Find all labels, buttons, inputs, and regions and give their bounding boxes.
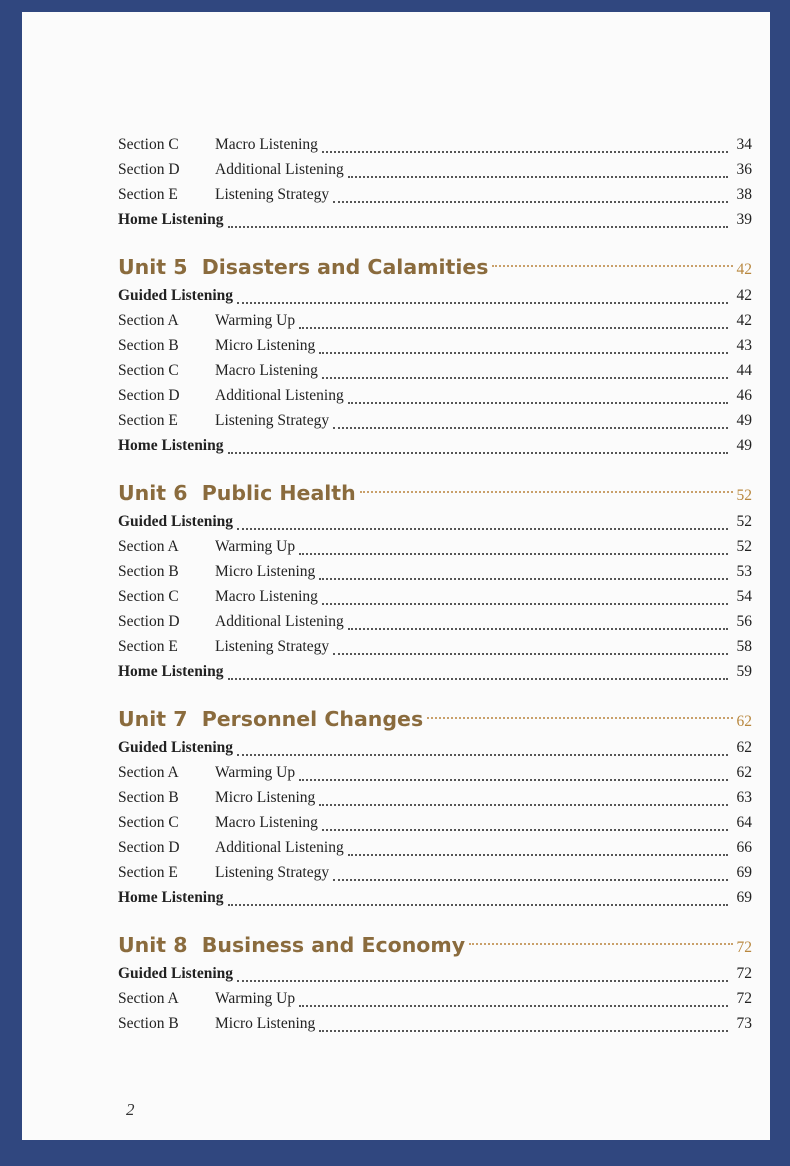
toc-entry: [118, 1015, 752, 1040]
toc-entry-page: 46: [736, 387, 752, 404]
dot-leader: [319, 1030, 728, 1032]
toc-entry-title: Home Listening: [118, 437, 224, 454]
toc-entry-section: Section D: [118, 613, 180, 630]
dot-leader: [228, 226, 729, 228]
toc-entry: [118, 613, 752, 638]
toc-entry-title: Listening Strategy: [215, 864, 330, 881]
dot-leader: [228, 904, 729, 906]
toc-entry: [118, 889, 752, 914]
toc-entry-section: Section B: [118, 337, 179, 354]
unit-page: 62: [736, 713, 752, 730]
toc-entry-page: 54: [736, 588, 752, 605]
toc-entry-section: Section D: [118, 839, 180, 856]
toc-entry: [118, 387, 752, 412]
dot-leader: [322, 377, 728, 379]
dot-leader: [299, 1005, 728, 1007]
unit-title: Unit 5 Disasters and Calamities: [118, 255, 489, 279]
toc-entry-section: Section B: [118, 789, 179, 806]
dot-leader: [237, 528, 728, 530]
toc-entry-page: 53: [736, 563, 752, 580]
dot-leader: [299, 779, 728, 781]
dot-leader: [469, 943, 732, 945]
dot-leader: [228, 678, 729, 680]
toc-entry-section: Section D: [118, 387, 180, 404]
unit-heading: [118, 255, 752, 287]
toc-entry-page: 72: [736, 965, 752, 982]
toc-entry: [118, 513, 752, 538]
unit-page: 52: [736, 487, 752, 504]
table-of-contents: [118, 136, 752, 1040]
toc-entry-section: Section E: [118, 186, 178, 203]
toc-entry: [118, 789, 752, 814]
dot-leader: [348, 176, 728, 178]
toc-entry-page: 49: [736, 437, 752, 454]
toc-entry: [118, 186, 752, 211]
toc-entry-page: 69: [736, 889, 752, 906]
toc-entry-page: 52: [736, 513, 752, 530]
toc-entry: [118, 538, 752, 563]
dot-leader: [319, 804, 728, 806]
toc-entry-page: 49: [736, 412, 752, 429]
dot-leader: [333, 879, 728, 881]
unit-title: Unit 7 Personnel Changes: [118, 707, 424, 731]
toc-entry: [118, 588, 752, 613]
toc-entry-page: 62: [736, 739, 752, 756]
toc-entry-section: Section E: [118, 638, 178, 655]
toc-entry-title: Warming Up: [215, 538, 296, 555]
toc-entry-page: 42: [736, 312, 752, 329]
toc-entry-title: Macro Listening: [215, 814, 318, 831]
toc-entry-title: Macro Listening: [215, 362, 318, 379]
toc-entry-title: Additional Listening: [215, 613, 344, 630]
unit-page: 72: [736, 939, 752, 956]
toc-entry-title: Macro Listening: [215, 136, 318, 153]
toc-entry-page: 72: [736, 990, 752, 1007]
toc-entry: [118, 663, 752, 688]
toc-entry: [118, 136, 752, 161]
unit-heading: [118, 481, 752, 513]
toc-entry-title: Warming Up: [215, 990, 296, 1007]
toc-entry-title: Additional Listening: [215, 387, 344, 404]
toc-entry: [118, 287, 752, 312]
toc-entry-page: 38: [736, 186, 752, 203]
toc-entry-title: Additional Listening: [215, 839, 344, 856]
toc-entry-section: Section A: [118, 764, 179, 781]
toc-entry-title: Warming Up: [215, 764, 296, 781]
dot-leader: [492, 265, 732, 267]
toc-entry-page: 34: [736, 136, 752, 153]
toc-entry-title: Guided Listening: [118, 739, 233, 756]
toc-entry-title: Additional Listening: [215, 161, 344, 178]
dot-leader: [333, 653, 728, 655]
toc-entry: [118, 337, 752, 362]
toc-entry: [118, 814, 752, 839]
toc-entry-page: 58: [736, 638, 752, 655]
toc-entry-title: Micro Listening: [215, 337, 316, 354]
dot-leader: [348, 628, 728, 630]
toc-entry-page: 59: [736, 663, 752, 680]
dot-leader: [319, 578, 728, 580]
toc-entry-title: Macro Listening: [215, 588, 318, 605]
book-page: [22, 12, 770, 1140]
unit-title: Unit 8 Business and Economy: [118, 933, 466, 957]
unit-page: 42: [736, 261, 752, 278]
toc-entry-title: Home Listening: [118, 211, 224, 228]
toc-entry-page: 43: [736, 337, 752, 354]
toc-entry-section: Section C: [118, 814, 179, 831]
toc-entry-section: Section C: [118, 136, 179, 153]
toc-entry-title: Micro Listening: [215, 789, 316, 806]
toc-entry: [118, 161, 752, 186]
toc-entry-page: 64: [736, 814, 752, 831]
toc-entry: [118, 211, 752, 236]
toc-entry: [118, 312, 752, 337]
toc-entry-title: Micro Listening: [215, 563, 316, 580]
toc-entry-section: Section B: [118, 563, 179, 580]
toc-entry-title: Listening Strategy: [215, 638, 330, 655]
toc-entry-title: Listening Strategy: [215, 186, 330, 203]
toc-entry-page: 42: [736, 287, 752, 304]
toc-entry: [118, 864, 752, 889]
toc-entry: [118, 764, 752, 789]
dot-leader: [237, 302, 728, 304]
unit-heading: [118, 933, 752, 965]
toc-entry-title: Listening Strategy: [215, 412, 330, 429]
toc-entry-section: Section A: [118, 990, 179, 1007]
toc-entry-page: 73: [736, 1015, 752, 1032]
toc-entry-section: Section A: [118, 538, 179, 555]
dot-leader: [348, 402, 728, 404]
toc-entry: [118, 739, 752, 764]
toc-entry-page: 36: [736, 161, 752, 178]
toc-entry-page: 63: [736, 789, 752, 806]
toc-entry-title: Guided Listening: [118, 513, 233, 530]
toc-entry-section: Section B: [118, 1015, 179, 1032]
dot-leader: [228, 452, 729, 454]
toc-entry-page: 69: [736, 864, 752, 881]
dot-leader: [427, 717, 732, 719]
page-number: 2: [126, 1100, 135, 1119]
toc-entry-title: Home Listening: [118, 663, 224, 680]
dot-leader: [319, 352, 728, 354]
toc-entry-page: 66: [736, 839, 752, 856]
toc-entry-page: 62: [736, 764, 752, 781]
toc-entry-title: Warming Up: [215, 312, 296, 329]
toc-entry: [118, 412, 752, 437]
dot-leader: [322, 829, 728, 831]
toc-entry: [118, 990, 752, 1015]
toc-entry-section: Section E: [118, 412, 178, 429]
dot-leader: [333, 201, 728, 203]
dot-leader: [237, 980, 728, 982]
toc-entry-title: Home Listening: [118, 889, 224, 906]
toc-entry: [118, 839, 752, 864]
dot-leader: [322, 151, 728, 153]
unit-heading: [118, 707, 752, 739]
dot-leader: [348, 854, 728, 856]
toc-entry-page: 52: [736, 538, 752, 555]
toc-entry-section: Section C: [118, 362, 179, 379]
dot-leader: [360, 491, 733, 493]
toc-entry-page: 56: [736, 613, 752, 630]
toc-entry-section: Section C: [118, 588, 179, 605]
toc-entry: [118, 437, 752, 462]
toc-entry: [118, 965, 752, 990]
unit-title: Unit 6 Public Health: [118, 481, 356, 505]
dot-leader: [237, 754, 728, 756]
toc-entry-section: Section E: [118, 864, 178, 881]
toc-entry: [118, 362, 752, 387]
dot-leader: [299, 327, 728, 329]
toc-entry-title: Guided Listening: [118, 287, 233, 304]
toc-entry-title: Micro Listening: [215, 1015, 316, 1032]
toc-entry-section: Section A: [118, 312, 179, 329]
toc-entry-section: Section D: [118, 161, 180, 178]
toc-entry: [118, 563, 752, 588]
dot-leader: [322, 603, 728, 605]
dot-leader: [299, 553, 728, 555]
toc-entry-page: 39: [736, 211, 752, 228]
toc-entry-page: 44: [736, 362, 752, 379]
dot-leader: [333, 427, 728, 429]
toc-entry-title: Guided Listening: [118, 965, 233, 982]
toc-entry: [118, 638, 752, 663]
